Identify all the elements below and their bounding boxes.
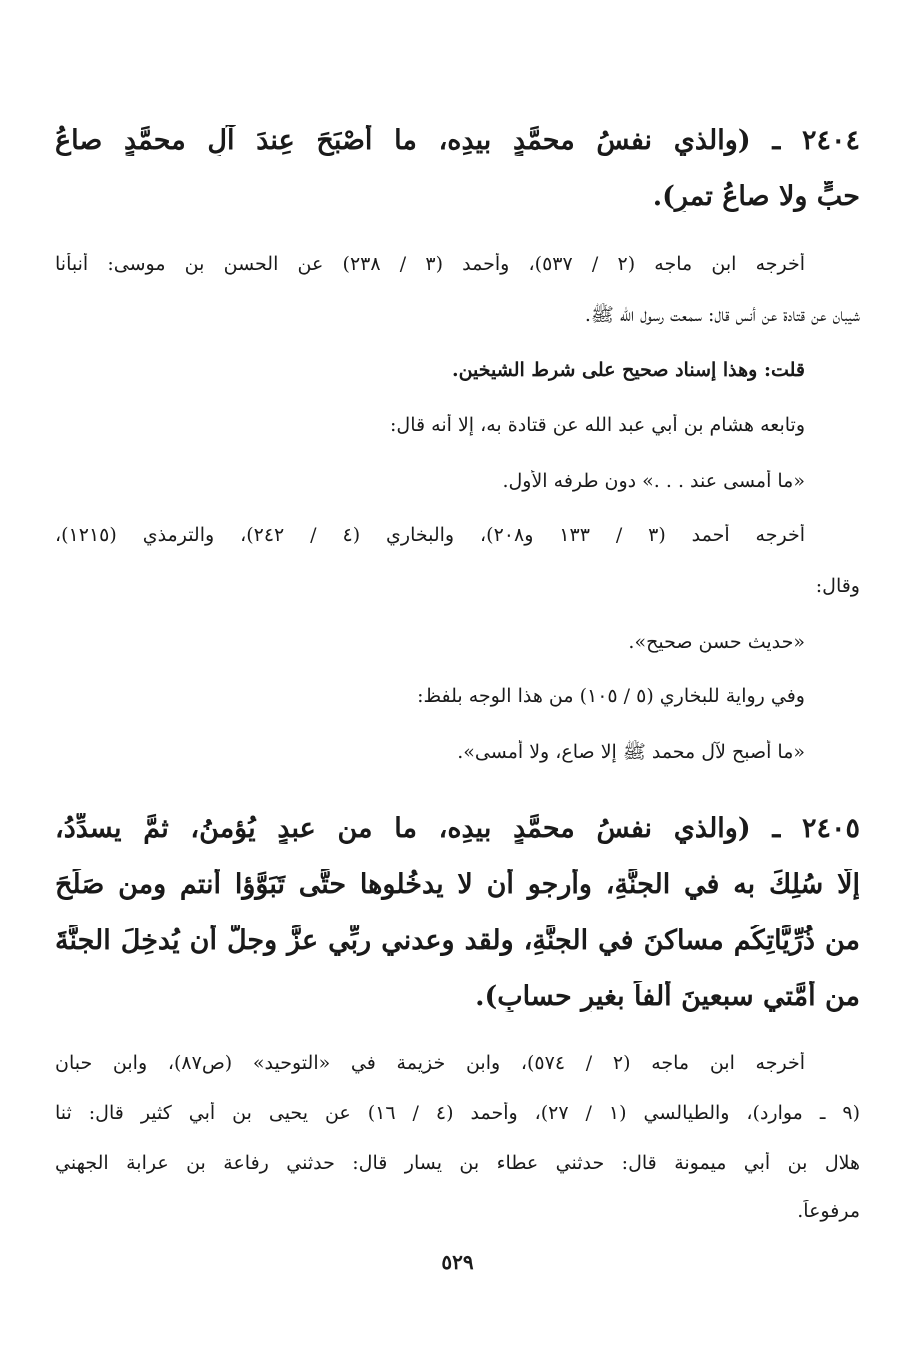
page-number: ٥٢٩: [441, 1250, 474, 1274]
hadith-2405-line-3: من ذُرِّيَّاتِكُم مساكنَ في الجنَّةِ، ولقد وعدني ربِّي عزَّ وجلَّ أن يُدخِلَ الجنَّةَ: [55, 925, 860, 956]
commentary-2404-line-2: شيبان عن قتادة عن أنس قال: سمعت رسول الله ﷺ.: [584, 304, 860, 326]
commentary-2404-line-6: أخرجه أحمد (٣ / ١٣٣ و٢٠٨)، والبخاري (٤ / ٢٤٢)، والترمذي (١٢١٥)،: [55, 524, 805, 546]
commentary-2404-line-8: «حديث حسن صحيح».: [628, 631, 805, 653]
hadith-2405-line-1: ٢٤٠٥ ـ (والذي نفسُ محمَّدٍ بيدِه، ما من عبدٍ يُؤمنُ، ثمَّ يسدِّدُ،: [55, 813, 860, 844]
commentary-2404-line-4: وتابعه هشام بن أبي عبد الله عن قتادة به، إلا أنه قال:: [390, 414, 805, 436]
hadith-2404-line-1: ٢٤٠٤ ـ (والذي نفسُ محمَّدٍ بيدِه، ما أَصْبَحَ عِندَ آلِ محمَّدٍ صاعُ: [55, 125, 860, 156]
hadith-2405-line-2: إلَّا سُلِكَ به في الجنَّةِ، وأرجو أن لا يدخُلوها حتَّى تَبَوَّؤا أنتم ومن صَلَحَ: [55, 869, 860, 900]
commentary-2405-line-2: (٩ ـ موارد)، والطيالسي (١ / ٢٧)، وأحمد (٤ / ١٦) عن يحيى بن أبي كثير قال: ثنا: [55, 1102, 860, 1124]
commentary-2404-line-5: «ما أمسى عند . . .» دون طرفه الأول.: [502, 470, 805, 492]
hadith-2405-line-4: من أُمَّتي سبعينَ ألفاً بغيرِ حسابٍ).: [475, 981, 860, 1012]
commentary-2404-line-1: أخرجه ابن ماجه (٢ / ٥٣٧)، وأحمد (٣ / ٢٣٨) عن الحسن بن موسى: أنبأنا: [55, 253, 805, 275]
commentary-2404-line-3: قلت: وهذا إسناد صحيح على شرط الشيخين.: [451, 359, 805, 381]
commentary-2405-line-1: أخرجه ابن ماجه (٢ / ٥٧٤)، وابن خزيمة في «التوحيد» (ص٨٧)، وابن حبان: [55, 1052, 805, 1074]
commentary-2405-line-4: مرفوعاً.: [797, 1200, 860, 1222]
hadith-2404-line-2: حبٍّ ولا صاعُ تمرٍ).: [652, 181, 860, 212]
commentary-2404-line-7: وقال:: [815, 575, 860, 597]
commentary-2404-line-10: «ما أصبح لآل محمد ﷺ إلا صاع، ولا أمسى».: [457, 741, 805, 763]
commentary-2404-line-9: وفي رواية للبخاري (٥ / ١٠٥) من هذا الوجه بلفظ:: [417, 685, 805, 707]
commentary-2405-line-3: هلال بن أبي ميمونة قال: حدثني عطاء بن يسار قال: حدثني رفاعة بن عرابة الجهني: [55, 1152, 860, 1174]
